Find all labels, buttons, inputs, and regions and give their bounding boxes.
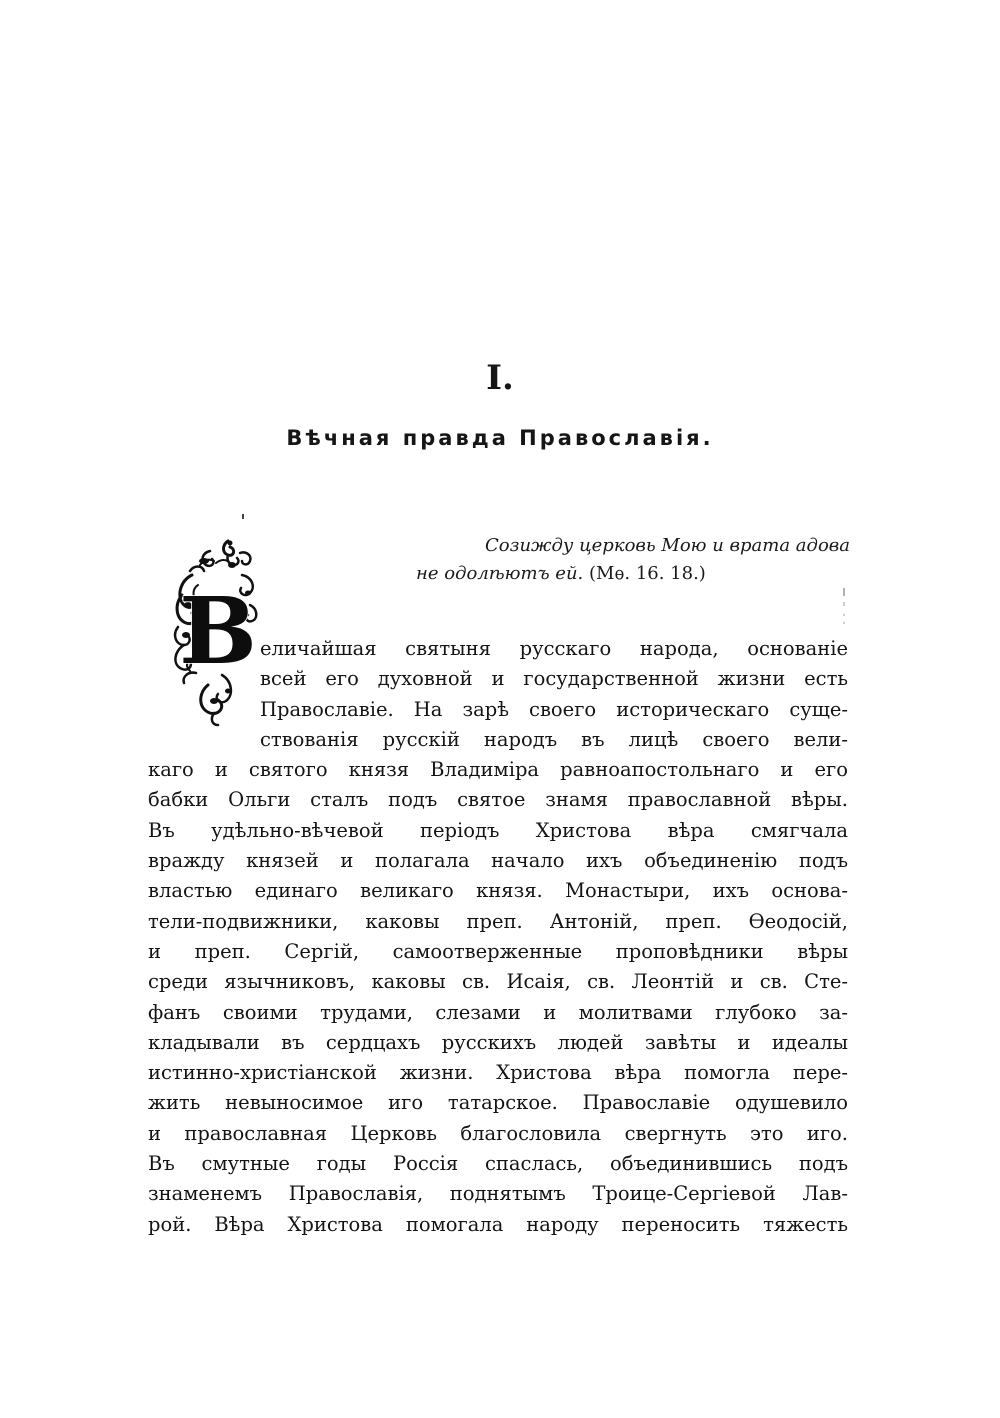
text-line: и преп. Сергій, самоотверженные проповѣдники вѣры (148, 939, 848, 963)
dropcap-letter: В (179, 577, 257, 685)
chapter-numeral: I. (486, 358, 514, 398)
text-line: жить невыносимое иго татарское. Православіе одушевило (148, 1091, 848, 1115)
text-line: тели-подвижники, каковы преп. Антоній, преп. Ѳеодосій, (148, 909, 848, 933)
ink-speck (242, 514, 244, 519)
epigraph-line-1: Созижду церковь Мою и врата адова (485, 535, 850, 556)
text-line: ствованія русскій народъ въ лицѣ своего вели- (260, 727, 848, 751)
text-line: истинно-христіанской жизни. Христова вѣра помогла пере- (148, 1061, 848, 1085)
text-line: Православіе. На зарѣ своего историческаго суще- (260, 697, 848, 721)
text-line: и православная Церковь благословила свергнуть это иго. (148, 1121, 848, 1145)
epigraph-line-2-italic: не одолѣютъ ей. (416, 563, 584, 584)
text-line: рой. Вѣра Христова помогала народу переносить тяжесть (148, 1212, 848, 1236)
text-line: властью единаго великаго князя. Монастыри, ихъ основа- (148, 879, 848, 903)
epigraph-reference: (Мѳ. 16. 18.) (589, 563, 706, 584)
chapter-title: Вѣчная правда Православія. (286, 426, 714, 450)
text-line: среди язычниковъ, каковы св. Исаія, св. Леонтій и св. Сте- (148, 970, 848, 994)
epigraph-line-2 (416, 560, 850, 588)
text-line: всей его духовной и государственной жизни есть (260, 667, 848, 691)
text-line: фанъ своими трудами, слезами и молитвами глубоко за- (148, 1000, 848, 1024)
text-line: каго и святого князя Владиміра равноапостольнаго и его (148, 758, 848, 782)
margin-mark-icon (843, 588, 845, 628)
text-line: знаменемъ Православія, поднятымъ Троице-Сергіевой Лав- (148, 1182, 848, 1206)
text-line: вражду князей и полагала начало ихъ объединенію подъ (148, 849, 848, 873)
text-line: Въ смутные годы Россія спаслась, объединившись подъ (148, 1152, 848, 1176)
text-line: кладывали въ сердцахъ русскихъ людей завѣты и идеалы (148, 1030, 848, 1054)
text-line: Въ удѣльно-вѣчевой періодъ Христова вѣра смягчала (148, 818, 848, 842)
text-line: еличайшая святыня русскаго народа, основаніе (260, 637, 848, 660)
body-paragraph (148, 634, 848, 1240)
epigraph (416, 532, 850, 588)
text-line: бабки Ольги сталъ подъ святое знамя православной вѣры. (148, 788, 848, 812)
